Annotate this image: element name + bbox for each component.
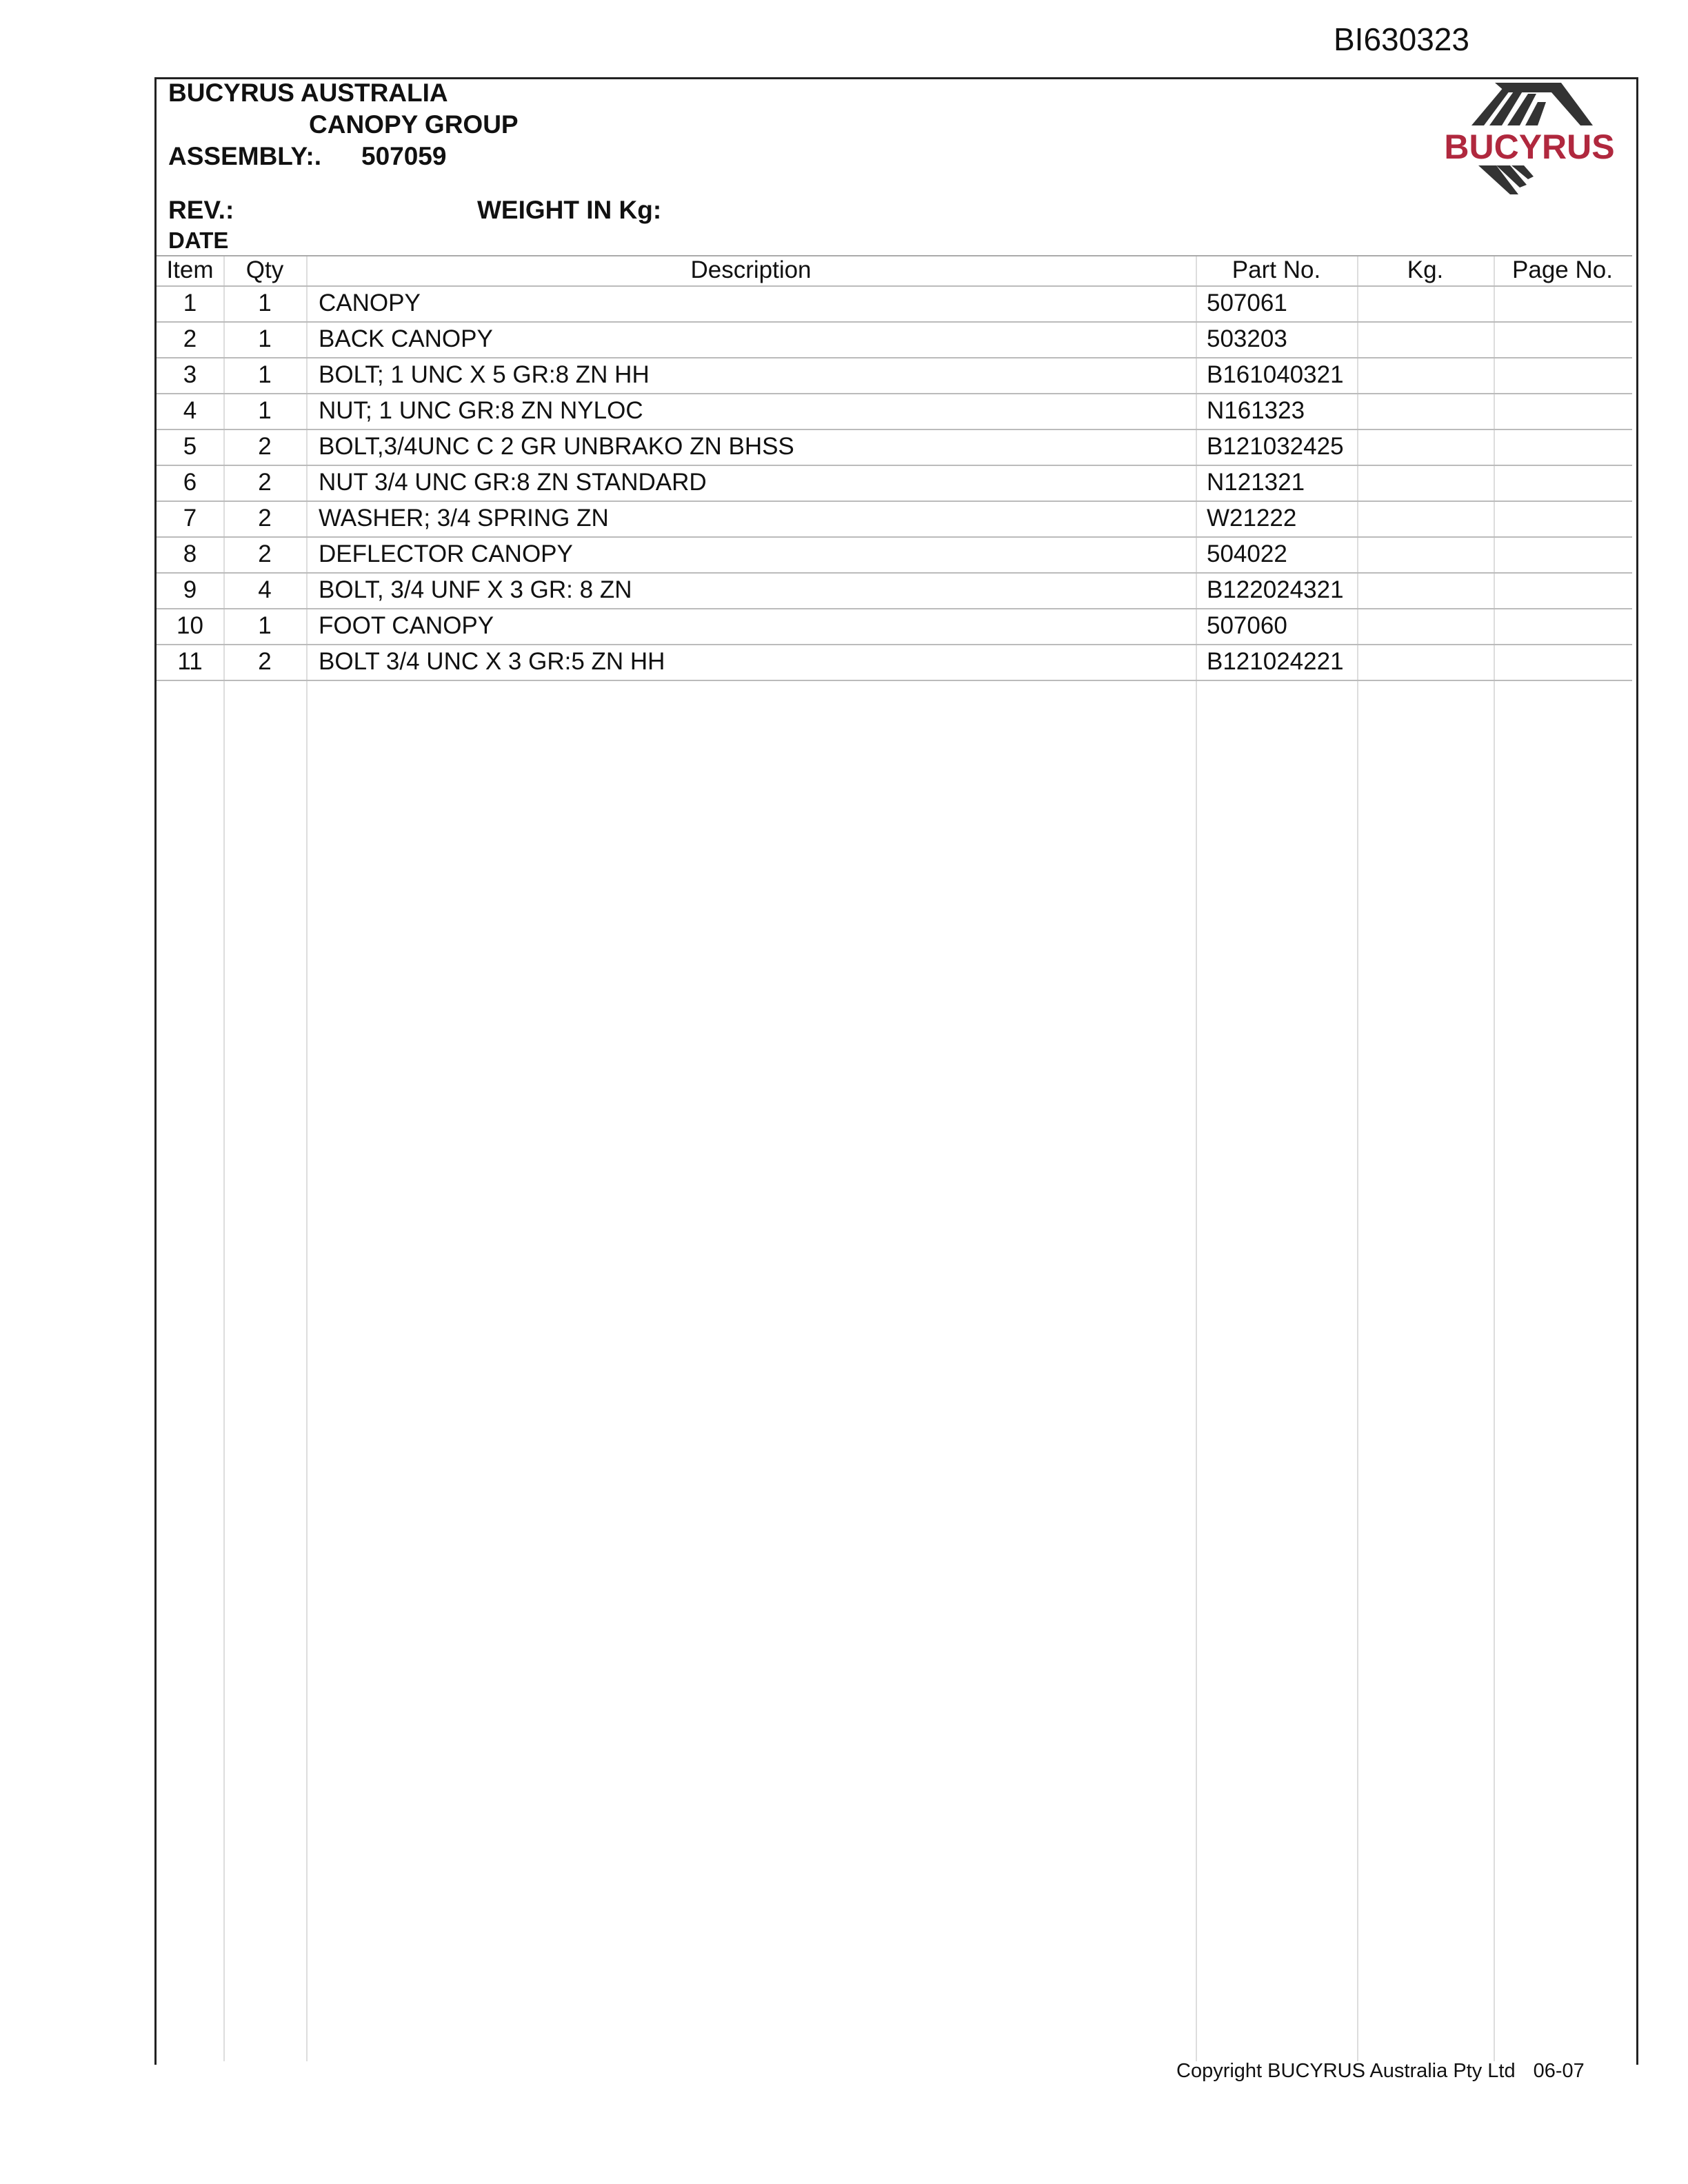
column-header-qty: Qty [245, 256, 284, 283]
cell-part-no: 507060 [1207, 612, 1287, 639]
row-divider [157, 429, 1632, 430]
cell-part-no: B161040321 [1207, 361, 1344, 388]
cell-item: 8 [183, 540, 197, 567]
cell-qty: 1 [258, 325, 272, 352]
cell-description: BOLT 3/4 UNC X 3 GR:5 ZN HH [319, 648, 665, 675]
cell-part-no: W21222 [1207, 505, 1297, 532]
cell-qty: 2 [258, 433, 272, 460]
cell-item: 5 [183, 433, 197, 460]
assembly-label: ASSEMBLY:. [168, 142, 322, 170]
cell-description: FOOT CANOPY [319, 612, 494, 639]
row-divider [157, 608, 1632, 609]
row-divider [157, 680, 1632, 681]
row-divider [157, 465, 1632, 466]
footer-code: 06-07 [1533, 2060, 1585, 2082]
cell-description: BOLT; 1 UNC X 5 GR:8 ZN HH [319, 361, 650, 388]
cell-part-no: 504022 [1207, 540, 1287, 567]
group-name: CANOPY GROUP [309, 110, 519, 139]
cell-item: 9 [183, 576, 197, 603]
cell-description: WASHER; 3/4 SPRING ZN [319, 505, 609, 532]
cell-part-no: N121321 [1207, 469, 1305, 496]
row-divider [157, 393, 1632, 394]
cell-description: NUT; 1 UNC GR:8 ZN NYLOC [319, 397, 643, 424]
cell-description: DEFLECTOR CANOPY [319, 540, 573, 567]
logo-wordmark: BUCYRUS [1444, 128, 1615, 166]
cell-item: 10 [177, 612, 203, 639]
row-divider [157, 321, 1632, 323]
cell-description: BOLT,3/4UNC C 2 GR UNBRAKO ZN BHSS [319, 433, 794, 460]
cell-qty: 1 [258, 361, 272, 388]
cell-item: 1 [183, 290, 197, 316]
cell-qty: 2 [258, 469, 272, 496]
cell-part-no: B122024321 [1207, 576, 1344, 603]
cell-qty: 2 [258, 505, 272, 532]
bucyrus-logo [1430, 77, 1630, 201]
column-header-part-no: Part No. [1232, 256, 1321, 283]
cell-description: BACK CANOPY [319, 325, 493, 352]
cell-qty: 1 [258, 397, 272, 424]
cell-qty: 1 [258, 290, 272, 316]
cell-item: 7 [183, 505, 197, 532]
cell-item: 4 [183, 397, 197, 424]
column-divider [1196, 256, 1197, 2061]
row-divider [157, 572, 1632, 574]
row-divider [157, 536, 1632, 538]
column-header-description: Description [690, 256, 812, 283]
cell-item: 11 [177, 648, 203, 675]
cell-item: 2 [183, 325, 197, 352]
date-label: DATE [168, 228, 229, 253]
cell-part-no: B121024221 [1207, 648, 1344, 675]
cell-qty: 1 [258, 612, 272, 639]
cell-qty: 2 [258, 540, 272, 567]
column-header-page-no: Page No. [1512, 256, 1613, 283]
row-divider [157, 644, 1632, 645]
company-name: BUCYRUS AUSTRALIA [168, 79, 448, 107]
cell-part-no: B121032425 [1207, 433, 1344, 460]
column-divider [1357, 256, 1358, 2061]
cell-description: BOLT, 3/4 UNF X 3 GR: 8 ZN [319, 576, 632, 603]
rev-label: REV.: [168, 196, 234, 224]
cell-item: 3 [183, 361, 197, 388]
cell-part-no: 503203 [1207, 325, 1287, 352]
cell-description: NUT 3/4 UNC GR:8 ZN STANDARD [319, 469, 707, 496]
cell-description: CANOPY [319, 290, 421, 316]
cell-part-no: 507061 [1207, 290, 1287, 316]
document-id: BI630323 [1334, 21, 1469, 57]
column-header-item: Item [166, 256, 214, 283]
row-divider [157, 357, 1632, 358]
row-divider [157, 501, 1632, 502]
column-divider [306, 256, 308, 2061]
assembly-number: 507059 [361, 142, 447, 170]
copyright-text: Copyright BUCYRUS Australia Pty Ltd [1176, 2060, 1516, 2082]
column-header-kg: Kg. [1407, 256, 1444, 283]
weight-label: WEIGHT IN Kg: [477, 196, 662, 224]
column-divider [1494, 256, 1495, 2061]
cell-qty: 2 [258, 648, 272, 675]
cell-item: 6 [183, 469, 197, 496]
row-divider [157, 285, 1632, 287]
footer [1176, 2060, 1585, 2083]
cell-part-no: N161323 [1207, 397, 1305, 424]
cell-qty: 4 [258, 576, 272, 603]
